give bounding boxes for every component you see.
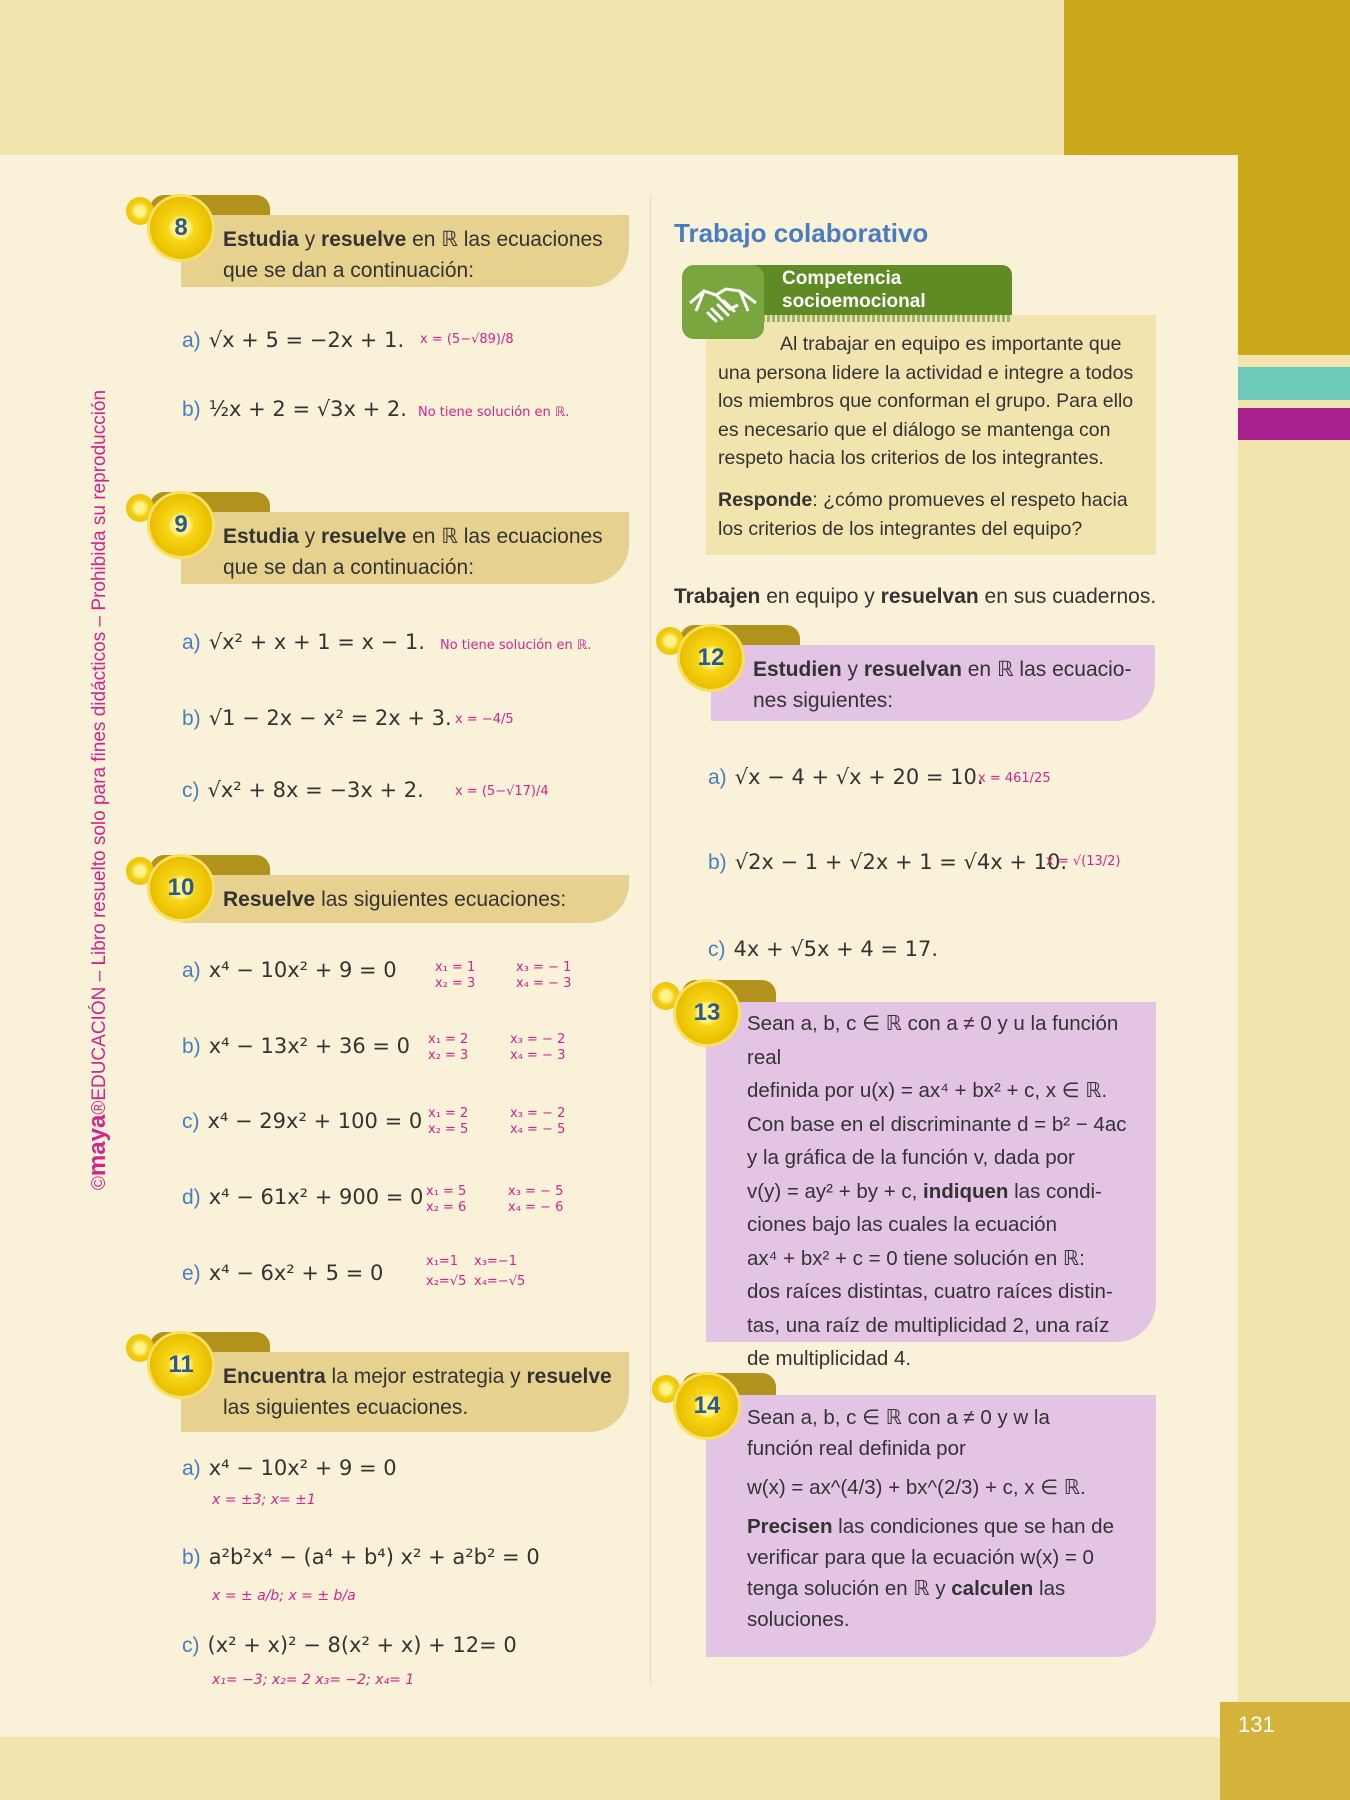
answer-9c: x = (5−√17)/4 [455, 784, 549, 799]
answer-9a: No tiene solución en ℝ. [440, 638, 592, 653]
exercise-11b: b) a²b²x⁴ − (a⁴ + b⁴) x² + a²b² = 0 [182, 1545, 540, 1569]
instruction-text: Estudia y resuelve en ℝ las ecuaciones que se dan a continuación: [223, 525, 603, 579]
exercise-11c: c) (x² + x)² − 8(x² + x) + 12= 0 [182, 1633, 517, 1657]
exercise-badge: 14 [676, 1375, 738, 1437]
page-number: 131 [1238, 1712, 1275, 1737]
exercise-9c: c) √x² + 8x = −3x + 2. [182, 778, 424, 802]
answer-12b: x = √(13/2) [1046, 854, 1121, 869]
answer-10d-2: x₂ = 6 [426, 1200, 467, 1215]
responde-prompt: Responde: ¿cómo promueves el respeto hacia los criterios de los integrantes del equipo? [718, 489, 1128, 540]
exercise-10b: b) x⁴ − 13x² + 36 = 0 [182, 1034, 411, 1058]
answer-10e-1: x₁=1 [426, 1254, 459, 1269]
answer-10c-4: x₄ = − 5 [510, 1122, 566, 1137]
exercise-badge: 13 [676, 982, 738, 1044]
answer-10e-3: x₃=−1 [474, 1254, 517, 1269]
exercise-10a: a) x⁴ − 10x² + 9 = 0 [182, 958, 397, 982]
copyright-side-text: ©maya®EDUCACIÓN – Libro resuelto solo para fines didácticos – Prohibida su reproducción [84, 389, 111, 1191]
answer-10d-3: x₃ = − 5 [508, 1184, 564, 1199]
exercise-12a: a) √x − 4 + √x + 20 = 10. [708, 765, 984, 789]
answer-10c-2: x₂ = 5 [428, 1122, 469, 1137]
answer-12a: x = 461/25 [978, 771, 1051, 786]
section-title: Trabajo colaborativo [674, 218, 929, 248]
answer-10e-2: x₂=√5 [426, 1274, 467, 1289]
answer-10b-2: x₂ = 3 [428, 1048, 469, 1063]
answer-10d-4: x₄ = − 6 [508, 1200, 564, 1215]
answer-10c-3: x₃ = − 2 [510, 1106, 566, 1121]
exercise-9b: b) √1 − 2x − x² = 2x + 3. [182, 706, 452, 730]
exercise-14-text: Sean a, b, c ∈ ℝ con a ≠ 0 y w la función real definida por w(x) = ax^(4/3) + bx^(2/3) + c, x ∈ ℝ. Precisen las condiciones que se han de verificar para que la ecuación w(x) = 0 tenga solución en ℝ y calculen las soluciones. [747, 1406, 1114, 1631]
answer-8b: No tiene solución en ℝ. [418, 405, 570, 420]
column-divider [650, 195, 651, 1685]
handshake-icon [682, 265, 764, 339]
instruction-box [181, 512, 629, 584]
answer-10e-4: x₄=−√5 [474, 1274, 526, 1289]
answer-10a-2: x₂ = 3 [435, 976, 476, 991]
answer-9b: x = −4/5 [455, 712, 514, 727]
magenta-tab-marker [1238, 408, 1350, 440]
exercise-12c: c) 4x + √5x + 4 = 17. [708, 937, 939, 961]
answer-10a-4: x₄ = − 3 [516, 976, 572, 991]
instruction-text: Resuelve las siguientes ecuaciones: [223, 888, 567, 911]
exercise-13-text: Sean a, b, c ∈ ℝ con a ≠ 0 y u la función real definida por u(x) = ax⁴ + bx² + c, x ∈ ℝ. Con base en el discriminante d = b² − 4ac y la gráfica de la función v, dada por v(y) = ay² + by + c, indiquen las condi- ciones bajo las cuales la ecuación ax⁴ + bx² + c = 0 tiene solución en ℝ: dos raíces distintas, cuatro raíces distin- tas, una raíz de multiplicidad 2, una raíz de multiplicidad 4. [747, 1012, 1127, 1370]
answer-10b-1: x₁ = 2 [428, 1032, 469, 1047]
exercise-9a: a) √x² + x + 1 = x − 1. [182, 630, 425, 654]
right-strip [1238, 355, 1350, 1800]
answer-8a: x = (5−√89)/8 [420, 332, 514, 347]
instruction-box [181, 875, 629, 923]
banner-hatch [722, 315, 1012, 322]
instruction-text: Estudien y resuelvan en ℝ las ecuacio- nes siguientes: [753, 658, 1132, 712]
competencia-banner [682, 265, 1012, 325]
answer-10a-3: x₃ = − 1 [516, 960, 572, 975]
exercise-12b: b) √2x − 1 + √2x + 1 = √4x + 10. [708, 850, 1068, 874]
socioemotional-text: Al trabajar en equipo es importante que una persona lidere la actividad e integre a todos los miembros que conforman el grupo. Para ello es necesario que el diálogo se mantenga con respeto hacia los criterios de los integrantes. [718, 333, 1134, 469]
answer-11b: x = ± a/b; x = ± b/a [212, 1588, 356, 1604]
answer-10b-3: x₃ = − 2 [510, 1032, 566, 1047]
answer-10d-1: x₁ = 5 [426, 1184, 467, 1199]
exercise-badge: 12 [680, 627, 742, 689]
exercise-10d: d) x⁴ − 61x² + 900 = 0 [182, 1185, 424, 1209]
team-instruction: Trabajen en equipo y resuelvan en sus cuadernos. [674, 585, 1157, 608]
instruction-text: Encuentra la mejor estrategia y resuelve las siguientes ecuaciones. [223, 1365, 612, 1419]
exercise-10e: e) x⁴ − 6x² + 5 = 0 [182, 1261, 384, 1285]
exercise-badge: 10 [150, 857, 212, 919]
exercise-8b: b) ½x + 2 = √3x + 2. [182, 397, 407, 421]
exercise-11a: a) x⁴ − 10x² + 9 = 0 [182, 1456, 397, 1480]
exercise-10c: c) x⁴ − 29x² + 100 = 0 [182, 1109, 423, 1133]
answer-10a-1: x₁ = 1 [435, 960, 476, 975]
banner-text: Competencia socioemocional [782, 268, 926, 312]
answer-10b-4: x₄ = − 3 [510, 1048, 566, 1063]
teal-tab-marker [1238, 367, 1350, 400]
exercise-badge: 9 [150, 494, 212, 556]
exercise-badge: 11 [150, 1334, 212, 1396]
bottom-band [0, 1737, 1220, 1800]
answer-11c: x₁= −3; x₂= 2 x₃= −2; x₄= 1 [212, 1672, 415, 1688]
exercise-badge: 8 [150, 197, 212, 259]
instruction-box [181, 215, 629, 287]
top-band [0, 0, 1064, 155]
instruction-box [181, 1352, 629, 1432]
answer-10c-1: x₁ = 2 [428, 1106, 469, 1121]
instruction-text: Estudia y resuelve en ℝ las ecuaciones que se dan a continuación: [223, 228, 603, 282]
exercise-8a: a) √x + 5 = −2x + 1. [182, 328, 405, 352]
answer-11a: x = ±3; x= ±1 [212, 1492, 316, 1508]
instruction-box [711, 645, 1155, 721]
